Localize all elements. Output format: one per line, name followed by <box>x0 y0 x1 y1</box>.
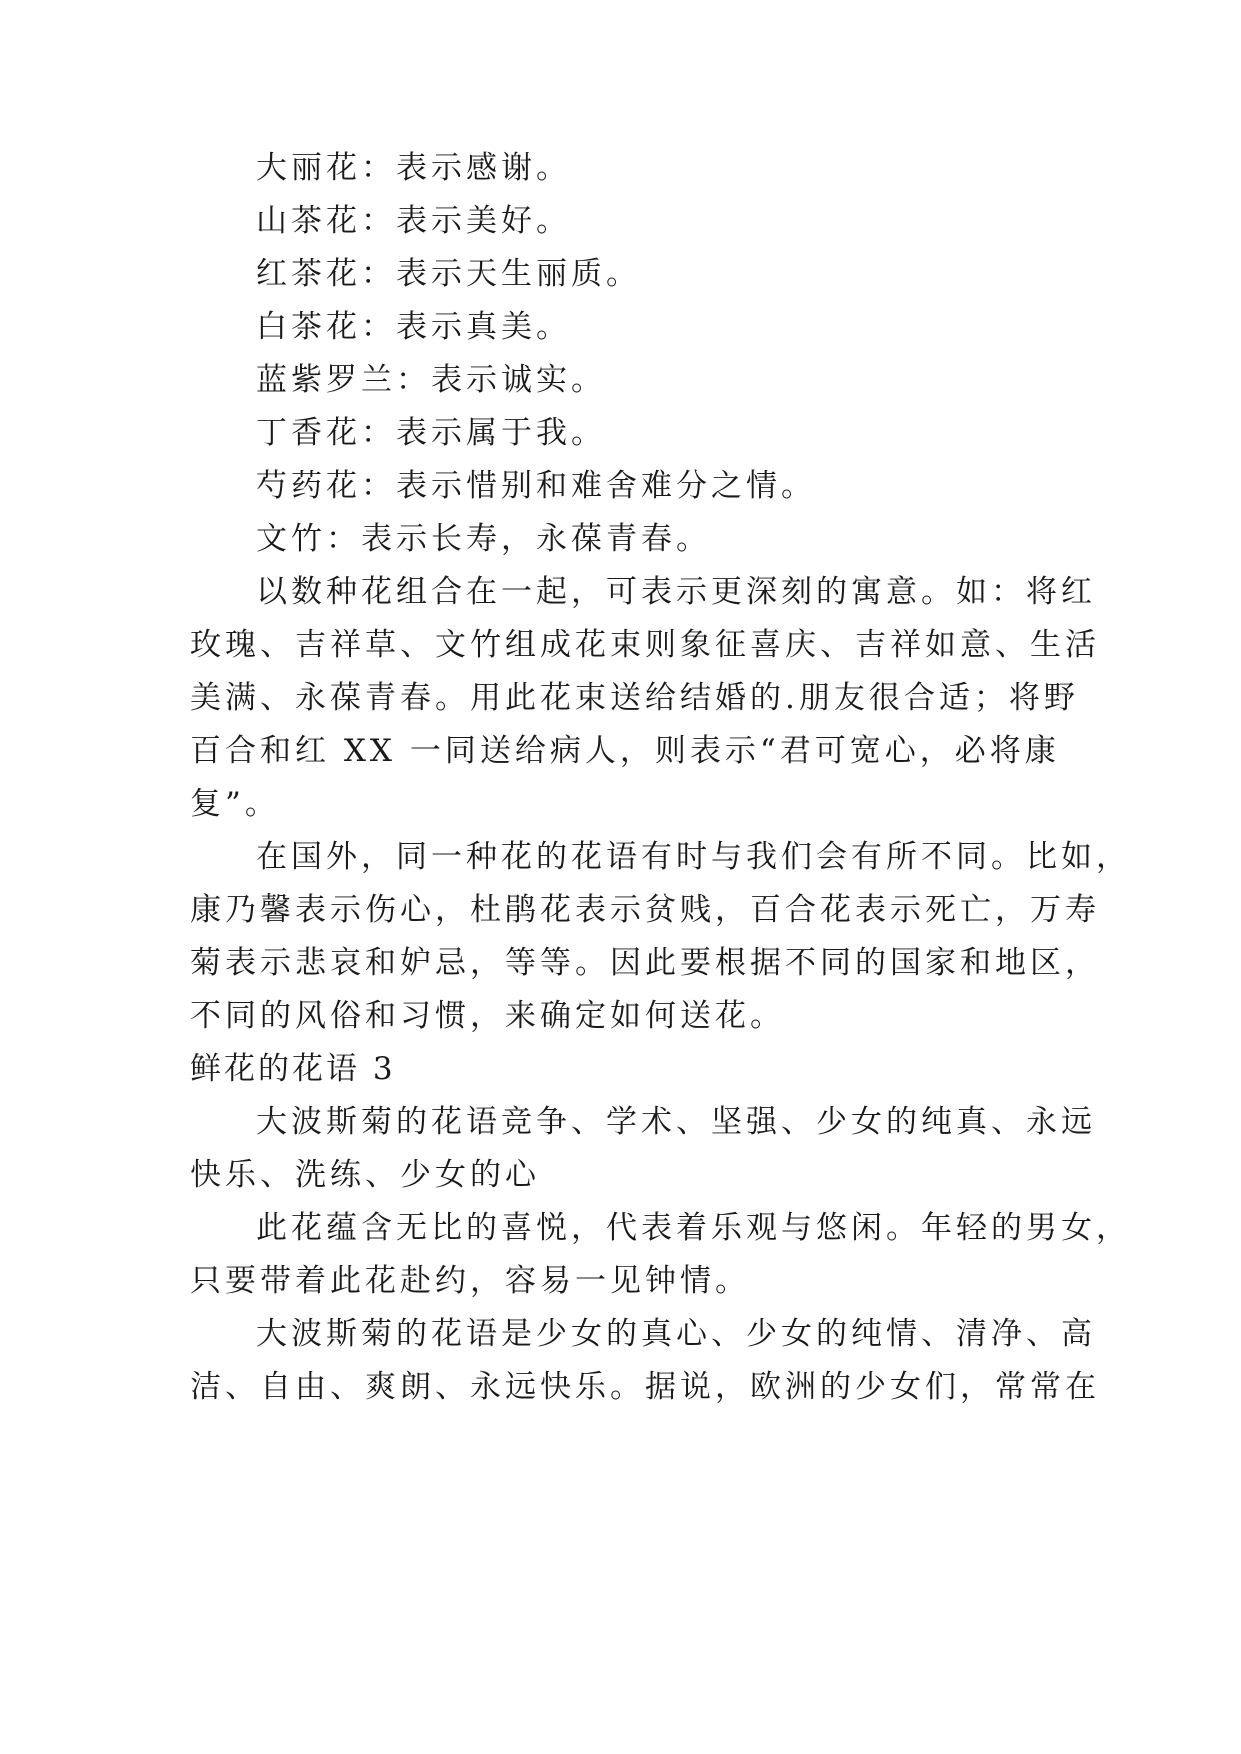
flower-meaning-line: 丁香花：表示属于我。 <box>256 415 606 451</box>
paragraph-line: 菊表示悲哀和妒忌，等等。因此要根据不同的国家和地区， <box>190 945 1100 981</box>
paragraph-line: 百合和红 XX 一同送给病人，则表示“君可宽心，必将康 <box>190 733 1060 769</box>
flower-meaning-line: 大丽花：表示感谢。 <box>256 150 571 186</box>
paragraph-line: 在国外，同一种花的花语有时与我们会有所不同。比如， <box>256 839 1131 875</box>
paragraph-line: 美满、永葆青春。用此花束送给结婚的.朋友很合适；将野 <box>190 680 1079 716</box>
flower-meaning-line: 文竹：表示长寿，永葆青春。 <box>256 521 711 557</box>
flower-meaning-line: 白茶花：表示真美。 <box>256 309 571 345</box>
flower-meaning-line: 红茶花：表示天生丽质。 <box>256 256 641 292</box>
paragraph-line: 洁、自由、爽朗、永远快乐。据说，欧洲的少女们，常常在 <box>190 1369 1100 1405</box>
paragraph-line: 玫瑰、吉祥草、文竹组成花束则象征喜庆、吉祥如意、生活 <box>190 627 1100 663</box>
paragraph-line: 以数种花组合在一起，可表示更深刻的寓意。如：将红 <box>256 574 1096 610</box>
paragraph-line: 不同的风俗和习惯，来确定如何送花。 <box>190 998 785 1034</box>
paragraph-line: 康乃馨表示伤心，杜鹃花表示贫贱，百合花表示死亡，万寿 <box>190 892 1100 928</box>
paragraph-line: 快乐、洗练、少女的心 <box>190 1157 540 1193</box>
section-title: 鲜花的花语 3 <box>190 1051 396 1087</box>
paragraph-line: 大波斯菊的花语竞争、学术、坚强、少女的纯真、永远 <box>256 1104 1096 1140</box>
paragraph-line: 只要带着此花赴约，容易一见钟情。 <box>190 1263 750 1299</box>
paragraph-line: 此花蕴含无比的喜悦，代表着乐观与悠闲。年轻的男女， <box>256 1210 1131 1246</box>
paragraph-line: 复”。 <box>190 786 280 822</box>
flower-meaning-line: 蓝紫罗兰：表示诚实。 <box>256 362 606 398</box>
paragraph-line: 大波斯菊的花语是少女的真心、少女的纯情、清净、高 <box>256 1316 1096 1352</box>
flower-meaning-line: 芍药花：表示惜别和难舍难分之情。 <box>256 468 816 504</box>
flower-meaning-line: 山茶花：表示美好。 <box>256 203 571 239</box>
